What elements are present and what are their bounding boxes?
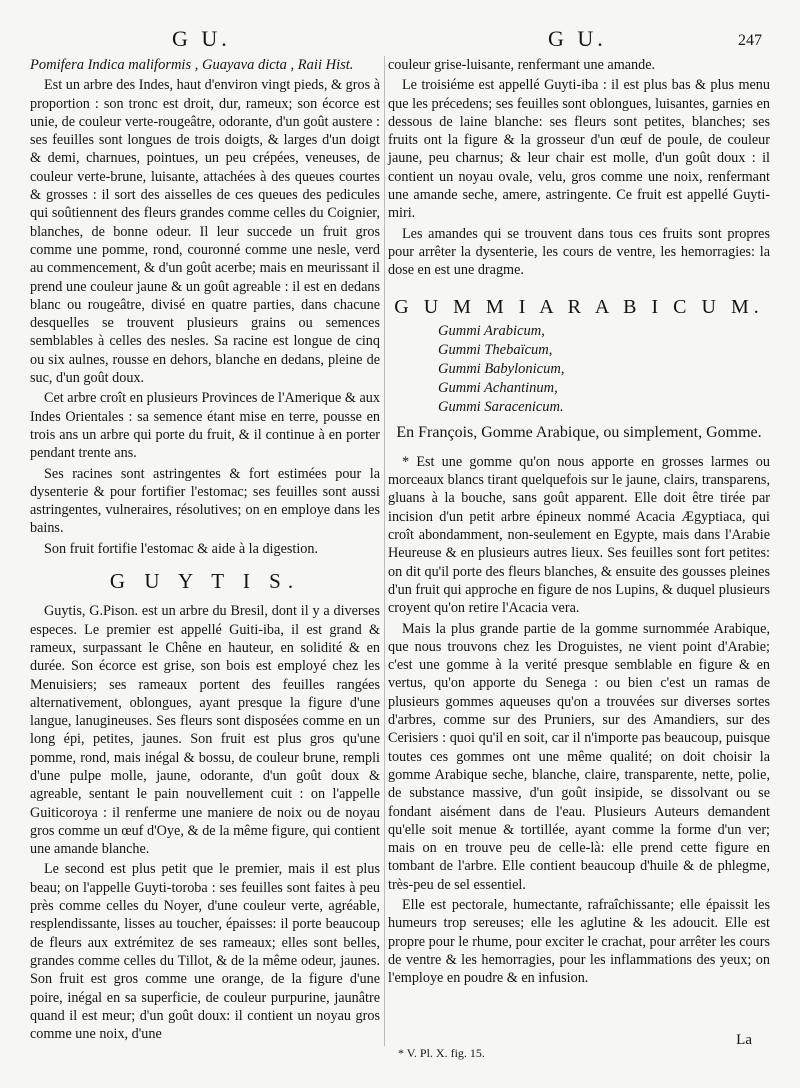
running-head-right: G U.	[548, 26, 607, 51]
section-title-gummi: G U M M I A R A B I C U M.	[394, 295, 764, 318]
guytis-third-species: Le troisiéme est appellé Guyti-iba : il est plus bas & plus menu que les précedens; ses feuilles sont oblongues, luisantes, garnies en dessous de laine blanche: ses fleurs sont petites, blanches; ses fruits ont la figure & la grosseur d'un œuf de poule, de couleur jaune, peu charnus; & leur chair est molle, d'un goût doux : il contient un noyau ovale, velu, gros comme une noix, renfermant une amande seche, amere, astringente. Ce fruit est appellé Guyti-miri.	[388, 77, 770, 222]
gummi-synonym: Gummi Thebaïcum,	[438, 341, 553, 358]
guayava-synonym: Pomifera Indica maliformis , Guayava dicta , Raii Hist.	[30, 57, 354, 73]
gummi-properties: Elle est pectorale, humectante, rafraîchissante; elle épaissit les humeurs trop sereuses; elle les aglutine & les adoucit. Elle est propre pour le rhume, pour exciter le crachat, pour arrêter les cours de ventre & les hemorragies, pour les inflammations des yeux; on l'employe en poudre & en infusion.	[388, 896, 770, 987]
left-column	[30, 56, 380, 1045]
column-divider	[384, 56, 385, 1046]
guayava-roots-uses: Ses racines sont astringentes & fort estimées pour la dysenterie & pour fortifier l'estomac; ses feuilles sont aussi astringentes, vulneraires, résolutives; on en employe dans les bains.	[30, 465, 380, 537]
right-column	[388, 56, 770, 989]
guayava-habitat: Cet arbre croît en plusieurs Provinces de l'Amerique & aux Indes Orientales : sa semence étant mise en terre, pousse en trois ans un arbre qui porte du fruit, & il continue à en porter pendant trente ans.	[30, 390, 380, 462]
guytis-second-species: Le second est plus petit que le premier, mais il est plus beau; on l'appelle Guyti-toroba : ses feuilles sont faites à peu près comme celles du Noyer, d'une couleur verte, agréable, resplendissante, lisses au toucher, épaisses: il porte beaucoup de fleurs aux extrémitez de ses rameaux; elles sont belles, grandes comme celles du Tillot, & de la même odeur, jaunes. Son fruit est gros comme une orange, de la figure d'une poire, inégal en sa superficie, de couleur purpurine, jaunâtre quand il est meur; d'un goût doux: il contient un noyau gros comme une noix, d'une	[30, 861, 380, 1043]
guayava-description: Est un arbre des Indes, haut d'environ vingt pieds, & gros à proportion : son tronc est droit, dur, rameux; son écorce est unie, de couleur verte-rougeâtre, odorante, d'un goût austere : ses feuilles sont longues de trois doigts, & larges d'un doigt & demi, charnues, pointues, un peu crépées, veneuses, de couleur verte-brune, luisante, attachées à des queues courtes & grosses : il sort des aisselles de ces queues des pedicules qui soûtiennent des fleurs grandes comme celles du Coignier, blanches, de bonne odeur. Il leur succede un fruit gros comme une pomme, rond, couronné comme une nesle, verd au commencement, & d'un goût acerbe; mais en meurissant il prend une couleur jaune & un goût agreable : il est en dedans blanc ou rougeâtre, divisé en quatre parties, dans chacune desquelles se trouvent plusieurs grains ou semences semblables à celles des nesles. Sa racine est longue de cinq ou six aulnes, rousse en dehors, blanche en dedans, pleine de suc, d'un goût doux.	[30, 77, 380, 387]
gummi-synonym-list	[438, 322, 770, 417]
section-title-guytis: G U Y T I S.	[109, 569, 301, 594]
page-number: 247	[738, 32, 762, 49]
running-head-left: G U.	[172, 26, 231, 51]
guayava-fruit-uses: Son fruit fortifie l'estomac & aide à la digestion.	[44, 540, 319, 557]
french-name: En François, Gomme Arabique, ou simplement, Gomme.	[396, 423, 762, 441]
gummi-description: * Est une gomme qu'on nous apporte en grosses larmes ou morceaux blancs tirant quelquefois sur le jaune, clairs, transparens, gluans à la bouche, sans goût apparent. Elle doit être tirée par incision d'un petit arbre épineux nommé Acacia Ægyptiaca, qui croît abondamment, non-seulement en Egypte, mais dans l'Arabie Heureuse & en plusieurs autres lieux. Ses feuilles sont fort petites: on dit qu'il porte des fleurs blanches, & ensuite des gousses pleines d'un fruit qui approche en figure de nos Lupins, & duquel plusieurs croyent qu'on retire l'Acacia vera.	[388, 453, 770, 617]
gummi-origin: Mais la plus grande partie de la gomme surnommée Arabique, que nous trouvons chez les Droguistes, ne vient point d'Arabie; c'est une gomme à la verité presque semblable en figure & en vertus, qu'on apporte du Senega : ou bien c'est un ramas de plusieurs gommes aqueuses qu'on a trouvées sur diverses sortes d'arbres, comme sur des Pruniers, sur des Amandiers, sur des Cerisiers : quoi qu'il en soit, car il n'importe pas beaucoup, puisque toutes ces gommes ont une même qualité; on doit choisir la gomme Arabique seche, blanche, claire, transparente, nette, polie, de substance massive, d'un goût insipide, se dissolvant ou se fondant aisément dans de l'eau. Plusieurs Auteurs demandent qu'elle soit menue & tortillée, ayant comme la forme d'un ver; mais on en trouve peu de celle-là: elle prend cette figure en tombant de l'arbre. Elle contient beaucoup d'huile & de phlegme, très-peu de sel essentiel.	[388, 620, 770, 893]
gummi-synonym: Gummi Arabicum,	[438, 322, 545, 339]
gummi-synonym: Gummi Achantinum,	[438, 379, 558, 396]
footnote: * V. Pl. X. fig. 15.	[398, 1046, 485, 1060]
gummi-synonym: Gummi Babylonicum,	[438, 360, 565, 377]
catchword: La	[736, 1032, 752, 1048]
guytis-continuation: couleur grise-luisante, renfermant une amande.	[388, 57, 656, 73]
guytis-first-species: Guytis, G.Pison. est un arbre du Bresil, dont il y a diverses especes. Le premier est appellé Guiti-iba, il est grand & rameux, surpassant le Chêne en hauteur, en solidité & en durée. Son écorce est grise, son bois est employé chez les Menuisiers; ses rameaux portent des feuilles rangées alternativement, oblongues, ayant presque la figure d'une langue, lanugineuses. Ses fleurs sont disposées comme en un long épi, petites, jaunes. Son fruit est plus gros qu'une pomme, rond, mais inégal & bossu, de couleur brune, rempli d'une pulpe molle, jaune, odorante, d'un goût doux & agreable, sentant le pain nouvellement cuit : on l'appelle Guiticoroya : il renferme une maniere de noix ou de noyau gros comme un œuf d'Oye, & de la même figure, qui contient une amande blanche.	[30, 603, 380, 858]
gummi-synonym: Gummi Saracenicum.	[438, 398, 564, 415]
guytis-uses: Les amandes qui se trouvent dans tous ces fruits sont propres pour arrêter la dysenterie, les cours de ventre, les hemorragies: la dose en est une dragme.	[388, 225, 770, 279]
